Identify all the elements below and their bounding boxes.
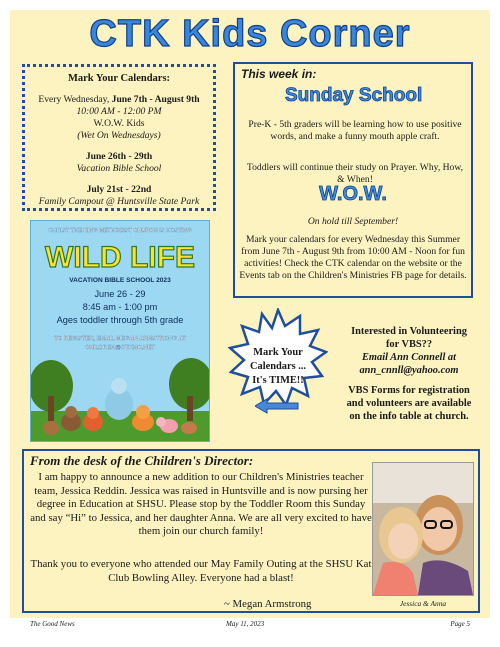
poster-register: TO REGISTER, EMAIL MEGAN ARMSTRONG AT CHILDREN@CTKMC.NET [54, 336, 186, 351]
volunteer-line3: Email Ann Connell at [361, 352, 457, 363]
photo-caption: Jessica & Anna [399, 599, 447, 608]
footer-newsletter: The Good News [30, 620, 75, 628]
wow-heading: W.O.W. [319, 183, 387, 205]
jessica-anna-photo [372, 462, 474, 596]
poster-animals-illustration [31, 356, 209, 441]
director-signature: ~ Megan Armstrong [224, 598, 312, 610]
calendar-line3: W.O.W. Kids [93, 118, 145, 129]
burst-line2: Calendars ... [250, 361, 306, 372]
toddlers-text: Toddlers will continue their study on Prayer. Why, How, & When! [246, 162, 464, 185]
footer-page: Page 5 [450, 620, 470, 628]
calendar-box [22, 64, 216, 211]
vbs-forms-line3: on the info table at church. [349, 411, 469, 422]
this-week-heading: This week in: [241, 67, 317, 81]
volunteer-line2: for VBS?? [385, 339, 433, 350]
wow-details: Mark your calendars for every Wednesday this Summer from June 7th - August 9th from 10:00 AM - Noon for fun activities! Check the CTK calendar on the website or the Events tab on the Children's Ministries FB page for details. [239, 234, 467, 281]
burst-line3: It's TIME!! [252, 375, 304, 386]
calendar-event3: Family Campout @ Huntsville State Park [38, 196, 200, 207]
vbs-poster [30, 220, 210, 442]
left-arrow-icon [255, 398, 299, 414]
poster-subtitle: VACATION BIBLE SCHOOL 2023 [69, 277, 171, 284]
poster-host-line: CHRIST THE KING METHODIST CHURCH IS HOSTING [48, 228, 192, 234]
calendar-line4: (Wet On Wednesdays) [77, 130, 161, 141]
calendar-date2: June 26th - 29th [85, 151, 153, 162]
calendar-line2: 10:00 AM - 12:00 PM [76, 106, 162, 117]
director-paragraph1: I am happy to announce a new addition to our Children's Ministries teacher team, Jessica Reddin. Jessica was raised in Huntsville and is now pursing her degree in Education at SHSU. Please stop by the Toddler Room this Sunday and say “Hi” to Jessica, and her daughter Anna. We are all very excited to have them join our church family! [30, 471, 372, 537]
volunteer-email: ann_cnnll@yahoo.com [359, 365, 459, 376]
director-paragraph2: Thank you to everyone who attended our May Family Outing at the SHSU Kat Club Bowling Alley. Everyone had a blast! [30, 558, 372, 584]
poster-title: WILD LIFE [45, 241, 195, 274]
volunteer-info [334, 325, 484, 423]
burst-line1: Mark Your [253, 347, 303, 358]
volunteer-line1: Interested in Volunteering [351, 326, 467, 337]
poster-dates: June 26 - 29 [94, 289, 146, 299]
this-week-box [233, 62, 473, 298]
vbs-forms-line2: and volunteers are available [346, 398, 472, 409]
calendar-heading: Mark Your Calendars: [67, 73, 171, 84]
director-heading: From the desk of the Children's Director: [30, 453, 254, 468]
wow-on-hold: On hold till September! [307, 216, 399, 227]
vbs-forms-line1: VBS Forms for registration [348, 385, 470, 396]
sunday-school-heading: Sunday School [285, 85, 423, 106]
poster-time: 8:45 am - 1:00 pm [82, 302, 158, 312]
calendar-event2: Vacation Bible School [76, 163, 162, 174]
page-title: CTK Kids Corner [89, 13, 411, 55]
poster-ages: Ages toddler through 5th grade [56, 315, 184, 325]
calendar-date3: July 21st - 22nd [86, 184, 152, 195]
footer-date: May 11, 2023 [226, 620, 265, 628]
sunday-school-text: Pre-K - 5th graders will be learning how to use positive words, and make a funny mouth apple craft. [248, 119, 462, 142]
calendar-line1: Every Wednesday, June 7th - August 9th [38, 94, 200, 105]
burst-text [233, 346, 323, 388]
